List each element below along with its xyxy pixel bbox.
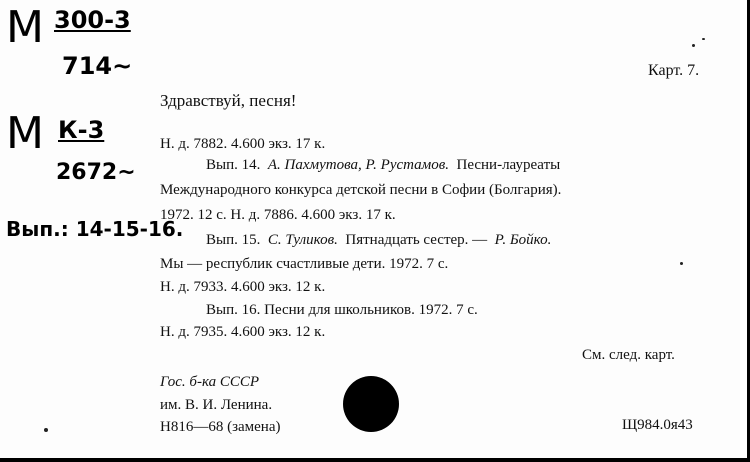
scan-speck bbox=[44, 428, 48, 432]
entry-title: Песни для школьников. 1972. 7 с. bbox=[264, 302, 478, 318]
library-name-line-2: им. В. И. Ленина. bbox=[160, 397, 273, 413]
handwritten-number-1: 714~ bbox=[62, 52, 133, 80]
handwritten-mark-m-1: М bbox=[6, 2, 44, 53]
card-number: Карт. 7. bbox=[648, 62, 700, 79]
scan-speck bbox=[680, 262, 683, 265]
issue-number: Вып. 14. bbox=[206, 157, 261, 173]
entry-issue-15-line-2: Мы — республик счастливые дети. 1972. 7 с. bbox=[160, 256, 449, 272]
entry-issue-15-line-1 bbox=[206, 231, 551, 249]
entry-authors: А. Пахмутова, Р. Рустамов. bbox=[267, 157, 449, 173]
handwritten-issues-note: Вып.: 14-15-16. bbox=[6, 217, 184, 241]
handwritten-mark-m-2: М bbox=[6, 108, 44, 159]
entry-issue-14-line-3: 1972. 12 с. Н. д. 7886. 4.600 экз. 17 к. bbox=[160, 207, 396, 223]
entry-issue-16-line-3: Н. д. 7935. 4.600 экз. 12 к. bbox=[160, 324, 326, 340]
issue-number: Вып. 16. bbox=[206, 302, 261, 318]
handwritten-shelf-code-2: К-3 bbox=[58, 116, 105, 144]
entry-base-line: Н. д. 7882. 4.600 экз. 17 к. bbox=[160, 136, 326, 152]
entry-title: Пятнадцать сестер. — bbox=[345, 232, 488, 248]
see-next-card: См. след. карт. bbox=[582, 347, 675, 363]
handwritten-shelf-code-1: 300-3 bbox=[54, 6, 131, 34]
scan-speck bbox=[702, 38, 705, 40]
punch-hole bbox=[343, 376, 399, 432]
scan-speck bbox=[692, 44, 695, 47]
library-name-line-1: Гос. б-ка СССР bbox=[160, 374, 260, 390]
entry-issue-15-line-3: Н. д. 7933. 4.600 экз. 12 к. bbox=[160, 279, 326, 295]
entry-author-a: С. Туликов. bbox=[267, 232, 338, 248]
entry-author-b: Р. Бойко. bbox=[494, 232, 552, 248]
card-print-code: Н816—68 (замена) bbox=[160, 419, 281, 435]
entry-issue-14-line-2: Международного конкурса детской песни в Софии (Болгария). bbox=[160, 182, 562, 198]
card-title: Здравствуй, песня! bbox=[160, 91, 297, 110]
entry-issue-16-line-1 bbox=[206, 301, 478, 319]
entry-issue-14-line-1 bbox=[206, 156, 560, 174]
entry-title: Песни-лауреаты bbox=[456, 157, 561, 173]
handwritten-number-2: 2672~ bbox=[56, 160, 136, 185]
issue-number: Вып. 15. bbox=[206, 232, 261, 248]
classification-code: Щ984.0я43 bbox=[622, 417, 693, 433]
